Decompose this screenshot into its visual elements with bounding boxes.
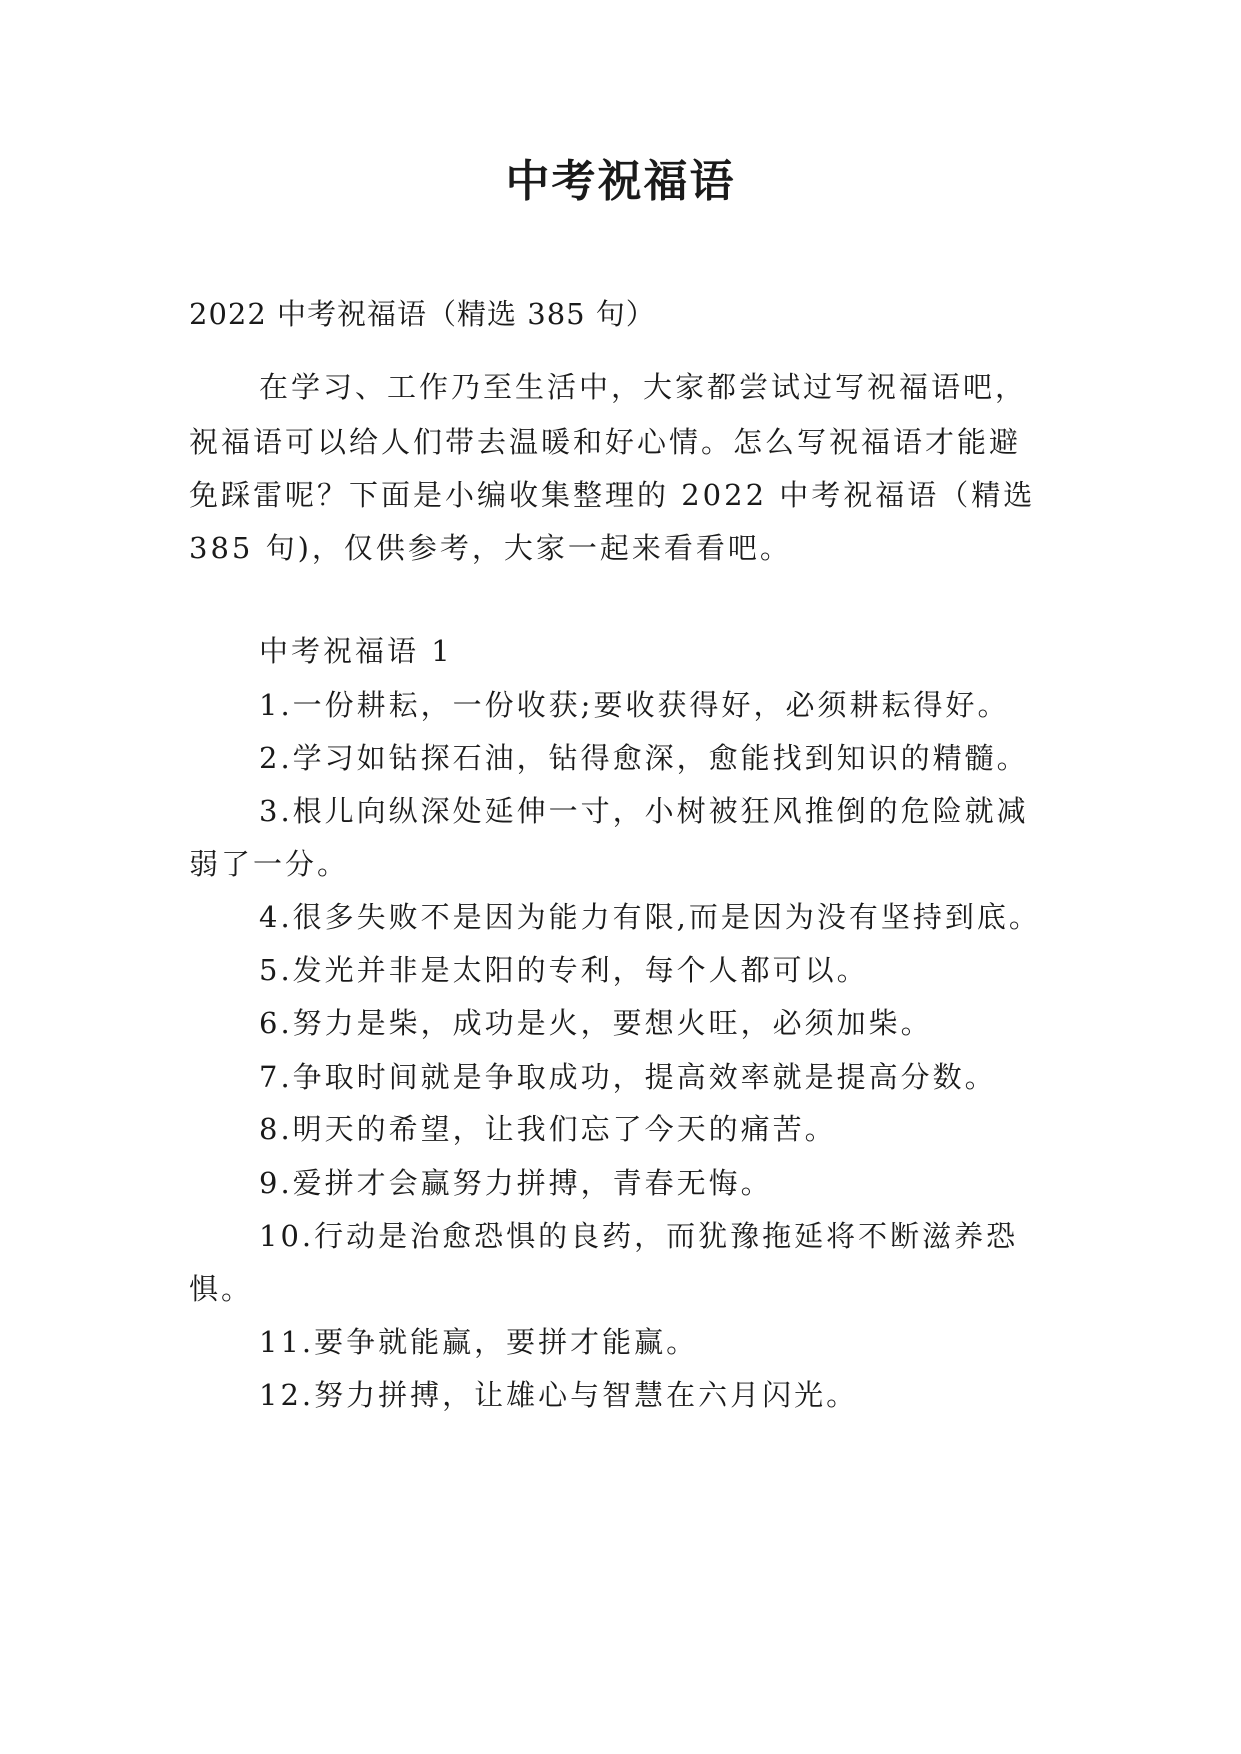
list-item: 3.根儿向纵深处延伸一寸，小树被狂风推倒的危险就减 xyxy=(259,794,1029,828)
list-item: 11.要争就能赢，要拼才能赢。 xyxy=(259,1325,699,1359)
list-item: 10.行动是治愈恐惧的良药，而犹豫拖延将不断滋养恐 xyxy=(259,1219,1019,1253)
document-subtitle: 2022 中考祝福语（精选 385 句） xyxy=(189,297,656,331)
list-item: 2.学习如钻探石油，钻得愈深，愈能找到知识的精髓。 xyxy=(259,741,1029,775)
intro-line: 免踩雷呢？下面是小编收集整理的 2022 中考祝福语（精选 xyxy=(189,478,1036,512)
list-item: 6.努力是柴，成功是火，要想火旺，必须加柴。 xyxy=(259,1006,933,1040)
document-title: 中考祝福语 xyxy=(505,156,736,207)
list-item: 1.一份耕耘，一份收获;要收获得好，必须耕耘得好。 xyxy=(259,688,1010,722)
intro-line: 在学习、工作乃至生活中，大家都尝试过写祝福语吧， xyxy=(259,370,1028,404)
list-item: 9.爱拼才会赢努力拼搏，青春无悔。 xyxy=(259,1166,773,1200)
list-item: 8.明天的希望，让我们忘了今天的痛苦。 xyxy=(259,1112,837,1146)
list-item-continuation: 弱了一分。 xyxy=(189,847,350,881)
list-item: 5.发光并非是太阳的专利，每个人都可以。 xyxy=(259,953,869,987)
list-item: 12.努力拼搏，让雄心与智慧在六月闪光。 xyxy=(259,1378,859,1412)
list-item: 7.争取时间就是争取成功，提高效率就是提高分数。 xyxy=(259,1060,997,1094)
list-item: 4.很多失败不是因为能力有限,而是因为没有坚持到底。 xyxy=(259,900,1041,934)
list-item-continuation: 惧。 xyxy=(189,1272,254,1306)
intro-line: 祝福语可以给人们带去温暖和好心情。怎么写祝福语才能避 xyxy=(189,425,1022,459)
intro-line: 385 句)，仅供参考，大家一起来看看吧。 xyxy=(189,531,792,565)
section-heading: 中考祝福语 1 xyxy=(259,634,453,668)
